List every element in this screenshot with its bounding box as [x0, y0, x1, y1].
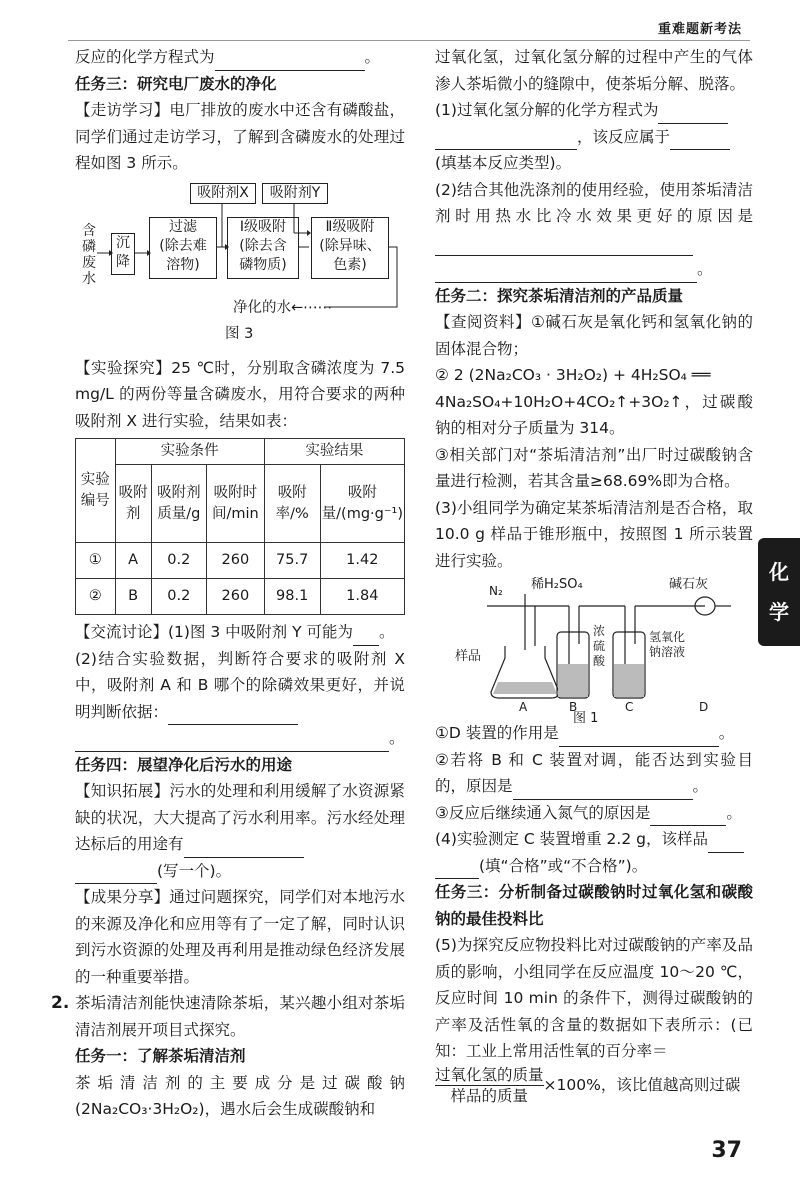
info-1: 【查阅资料】①碱石灰是氧化钙和氢氧化钠的固体混合物；: [435, 313, 753, 358]
results-table: [75, 438, 405, 615]
adsorbent-y-box: 吸附剂Y: [262, 183, 328, 204]
table-row: ① A 0.2 260 75.7 1.42: [76, 543, 405, 579]
left-column: [51, 44, 405, 1123]
info-3: ③相关部门对“茶垢清洁剂”出厂时过碳酸钠含量进行检测，若其含量≥68.69%即为合格。: [435, 445, 753, 490]
header-divider: [68, 40, 750, 41]
header-title: 重难题新考法: [657, 22, 742, 37]
question-2: 2. 茶垢清洁剂能快速清除茶垢，某兴趣小组对茶垢清洁剂展开项目式探究。: [51, 993, 405, 1039]
answer-blank[interactable]: [435, 264, 697, 283]
answer-blank[interactable]: [435, 860, 479, 879]
visit-paragraph: 【走访学习】电厂排放的废水中还含有磷酸盐，同学们通过走访学习，了解到含磷废水的处理过程如图 3 所示。: [75, 101, 405, 172]
answer-blank[interactable]: [75, 865, 157, 884]
task2-title: 任务二：探究茶垢清洁剂的产品质量: [435, 286, 684, 305]
sub-header: 吸附剂: [115, 465, 151, 543]
answer-blank[interactable]: [435, 237, 693, 256]
answer-blank[interactable]: [670, 131, 730, 150]
intro-paragraph: 茶垢清洁剂的主要成分是过碳酸钠(2Na₂CO₃·3H₂O₂)，遇水后会生成碳酸钠和: [75, 1073, 405, 1118]
question-3: (3)小组同学为确定某茶垢清洁剂是否合格，取 10.0 g 样品于锥形瓶中，按照图 1 所示装置进行实验。: [435, 498, 753, 570]
right-column: 过氧化氢，过氧化氢分解的过程中产生的气体渗人茶垢微小的缝隙中，使茶垢分解、脱落。 (1)过氧化氢分解的化学方程式为 ，该反应属于 (填基本反应类型)。 (2)结合其他洗涤剂的使用经验，使用茶垢清洁剂时用热水比冷水效果更好的原因是 。 任务二：探究茶垢清洁剂的产品质量 【查阅资料】①碱石灰是氧化钙和氢氧化钠的固体混合物； ② 2 (2Na₂CO₃ · 3H₂O₂) + 4H₂SO₄ ══ 4Na₂SO₄+10H₂O+4CO₂↑+3O₂↑，过碳酸钠的相对分子质量为 314。 ③相关部门对“茶垢清洁剂”出厂时过碳酸钠含量进行检测，若其含量≥68.69%即为合格。 (3)小组同学为确定某茶垢清洁剂是否合格，取 10.0 g 样品于锥形瓶中，按照图 1 所示装置进行实验。 N₂ 稀H₂SO₄ 碱石灰 样品 浓 硫 酸 氢氧化 钠溶液 A B C D 图 1 ①D 装置的作用是 。 ②若将 B 和 C 装置对调，能否达到实验目的，原因是 。 ③反应后继续通入氮气的原因是 。 (4)实验测定 C 装置增重 2.2 g，该样品 (填“合格”或“不合格”)。 任务三：分析制备过碳酸钠时过氧化氢和碳酸钠的最佳投料比 (5)为探究反应物投料比对过碳酸钠的产率及品质的影响，小组同学在反应温度 10～20 ℃，反应时间 10 min 的条件下，测得过碳酸钠的产率及活性氧的含量的数据如下表所示：(已知：工业上常用活性氧的百分率＝ $\frac{\text{过氧化氢的质量}}{\text{样品的质量}}\times 100\%$，该比值越高则过碳: [435, 44, 753, 1106]
filter-box: 过滤 (除去难 溶物): [149, 217, 217, 279]
task1-title: 任务一：了解茶垢清洁剂: [75, 1047, 246, 1065]
answer-blank[interactable]: [353, 627, 379, 646]
level1-box: Ⅰ级吸附 (除去含 磷物质): [227, 217, 299, 279]
adsorbent-x-box: 吸附剂X: [190, 183, 256, 204]
figure-3: [75, 177, 405, 355]
header-results: 实验结果: [264, 439, 404, 465]
answer-blank[interactable]: [75, 733, 389, 752]
extension-paragraph: 【知识拓展】污水的处理和利用缓解了水资源紧缺的状况，大大提高了污水利用率。污水经处理达标后的用途有: [75, 778, 405, 858]
answer-blank[interactable]: [215, 52, 365, 71]
formula-line: $\frac{\text{过氧化氢的质量}}{\text{样品的质量}}\times 100\%$，该比值越高则过碳: [435, 1065, 741, 1105]
extension-line2: (写一个)。: [75, 858, 405, 885]
continued-paragraph: 过氧化氢，过氧化氢分解的过程中产生的气体渗人茶垢微小的缝隙中，使茶垢分解、脱落。: [435, 48, 753, 93]
output-label: 净化的水←⋯⋯: [233, 299, 333, 316]
settle-box: 沉 降: [111, 233, 135, 275]
share-paragraph: 【成果分享】通过问题探究，同学们对本地污水的来源及净化和应用等有了一定了解，同时认识到污水资源的处理及再利用是推动绿色经济发展的一种重要举措。: [75, 888, 405, 986]
answer-blank[interactable]: [708, 834, 744, 853]
equation-line: 反应的化学方程式为 。: [75, 44, 405, 71]
task3-title: 任务三：研究电厂废水的净化: [75, 74, 277, 93]
sub-question-2: ②若将 B 和 C 装置对调，能否达到实验目的，原因是 。: [435, 747, 753, 800]
figure-3-caption: 图 3: [225, 325, 254, 342]
header-conditions: 实验条件: [115, 439, 264, 465]
sub-header: 吸附时间/min: [206, 465, 264, 543]
answer-blank[interactable]: [650, 807, 726, 826]
answer-blank[interactable]: [168, 706, 298, 725]
sub-question-3: ③反应后继续通入氮气的原因是 。: [435, 800, 753, 827]
info-2-cont: 4Na₂SO₄+10H₂O+4CO₂↑+3O₂↑，过碳酸钠的相对分子质量为 314。: [435, 392, 753, 437]
answer-blank[interactable]: [184, 839, 304, 858]
info-2: ② 2 (2Na₂CO₃ · 3H₂O₂) + 4H₂SO₄ ══: [435, 366, 711, 384]
question-4: (4)实验测定 C 装置增重 2.2 g，该样品: [435, 826, 753, 853]
figure-1-caption: 图 1: [573, 711, 599, 726]
question-1: (1)过氧化氢分解的化学方程式为: [435, 97, 753, 124]
sub-header: 吸附率/%: [264, 465, 320, 543]
question-5: (5)为探究反应物投料比对过碳酸钠的产率及品质的影响，小组同学在反应温度 10～20 ℃，反应时间 10 min 的条件下，测得过碳酸钠的产率及活性氧的含量的数据如下表所示：(已知：工业上常用活性氧的百分率＝: [435, 936, 753, 1060]
sub-question-1: ①D 装置的作用是 。: [435, 720, 753, 747]
answer-blank[interactable]: [513, 781, 693, 800]
level2-box: Ⅱ级吸附 (除异味、 色素): [311, 217, 389, 279]
answer-blank[interactable]: [658, 105, 728, 124]
answer-blank[interactable]: [435, 131, 577, 150]
question-2-right: (2)结合其他洗涤剂的使用经验，使用茶垢清洁剂时用热水比冷水效果更好的原因是: [435, 177, 753, 257]
task4-title: 任务四：展望净化后污水的用途: [75, 755, 293, 774]
input-label: 含 磷 废 水: [82, 222, 96, 287]
discussion-2: (2)结合实验数据，判断符合要求的吸附剂 X 中，吸附剂 A 和 B 哪个的除磷效果更好，并说明判断依据：: [75, 646, 405, 726]
table-row: ② B 0.2 260 98.1 1.84: [76, 579, 405, 615]
subject-tab: 化 学: [758, 538, 800, 646]
discussion-1: 【交流讨论】(1)图 3 中吸附剂 Y 可能为 。: [75, 619, 405, 646]
header-id: 实验编号: [76, 439, 116, 543]
figure-1: N₂ 稀H₂SO₄ 碱石灰 样品 浓 硫 酸 氢氧化 钠溶液 A B C D 图 1: [435, 574, 753, 720]
sub-header: 吸附量/(mg·g⁻¹): [320, 465, 404, 543]
task3-right-title: 任务三：分析制备过碳酸钠时过氧化氢和碳酸钠的最佳投料比: [435, 883, 753, 928]
experiment-paragraph: 【实验探究】25 ℃时，分别取含磷浓度为 7.5 mg/L 的两份等量含磷废水，用符合要求的两种吸附剂 X 进行实验，结果如表：: [75, 358, 405, 430]
sub-header: 吸附剂质量/g: [151, 465, 206, 543]
page-number: 37: [711, 1138, 742, 1163]
discussion-2-line2: 。: [75, 725, 405, 752]
